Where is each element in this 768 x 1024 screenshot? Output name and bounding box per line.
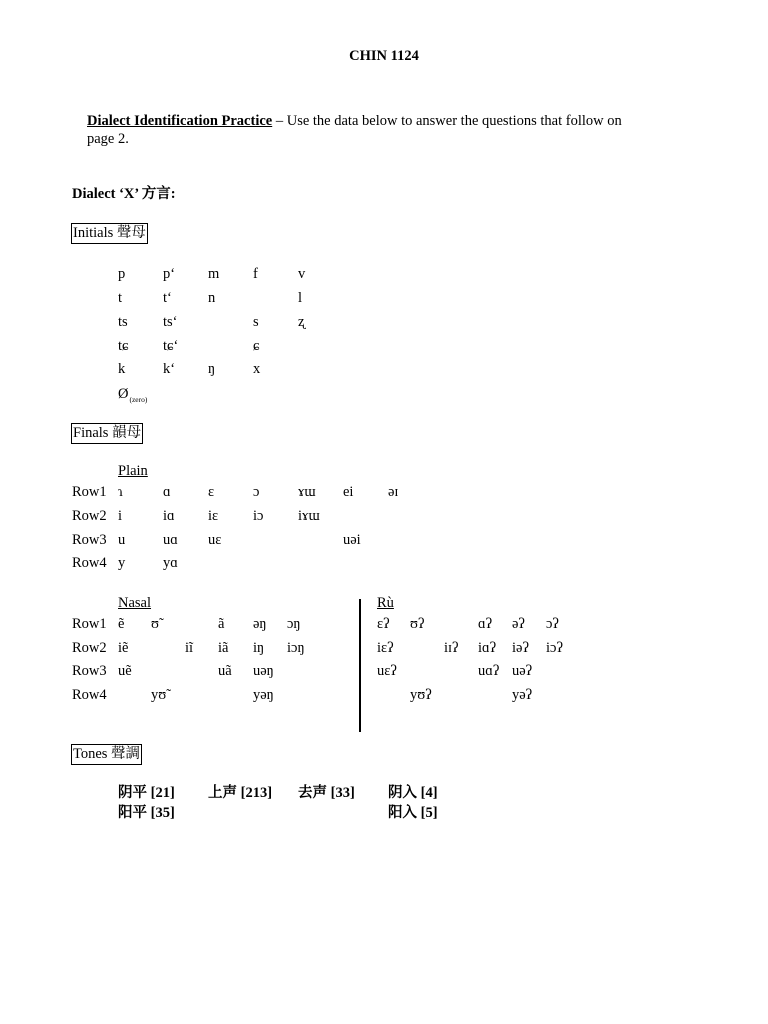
nasal-final: uã — [218, 663, 232, 679]
plain-heading: Plain — [118, 463, 148, 479]
intro-title: Dialect Identification Practice — [87, 113, 273, 129]
ru-final: ɑʔ — [478, 616, 493, 632]
ru-final: iɑʔ — [478, 640, 497, 656]
initial-consonant: m — [208, 266, 220, 282]
initial-consonant: ʐ — [298, 314, 305, 330]
plain-final: uəi — [343, 532, 361, 548]
ru-final: iəʔ — [512, 640, 529, 656]
initial-consonant: ts — [118, 314, 128, 330]
initial-consonant: t — [118, 290, 123, 306]
tone-entry: 阴入 [4] — [388, 785, 438, 801]
row-label: Row4 — [72, 555, 107, 571]
nasal-final: yʊ̃ — [151, 687, 167, 703]
initial-consonant: tsʻ — [163, 314, 178, 330]
initial-consonant: s — [253, 314, 259, 330]
plain-final: ɛ — [208, 484, 215, 500]
nasal-final: iɔŋ — [287, 640, 305, 656]
plain-final: ɔ — [253, 484, 260, 500]
initial-consonant: tɕʻ — [163, 338, 179, 354]
ru-final: ɛʔ — [377, 616, 390, 632]
initial-consonant: f — [253, 266, 258, 282]
nasal-final: uəŋ — [253, 663, 274, 679]
ru-final: iɪʔ — [444, 640, 459, 656]
ru-final: iɔʔ — [546, 640, 563, 656]
plain-final: ei — [343, 484, 354, 500]
initial-consonant: ɕ — [253, 338, 260, 354]
ru-final: yʊʔ — [410, 687, 432, 703]
nasal-final: əŋ — [253, 616, 267, 632]
tone-entry: 阴平 [21] — [118, 785, 175, 801]
initial-consonant: x — [253, 361, 261, 377]
row-label: Row2 — [72, 508, 107, 524]
plain-final: i — [118, 508, 123, 524]
tone-entry: 阳平 [35] — [118, 805, 175, 821]
plain-final: iɔ — [253, 508, 264, 524]
page-title: CHIN 1124 — [349, 48, 419, 64]
plain-final: yɑ — [163, 555, 178, 571]
nasal-final: ɔŋ — [287, 616, 301, 632]
ru-final: uɛʔ — [377, 663, 397, 679]
row-label: Row1 — [72, 484, 107, 500]
initial-consonant: k — [118, 361, 126, 377]
plain-final: y — [118, 555, 126, 571]
dialect-heading: Dialect ‘X’ 方言: — [72, 186, 176, 202]
nasal-final: iŋ — [253, 640, 265, 656]
finals-label: Finals 韻母 — [71, 423, 143, 444]
ru-final: ɔʔ — [546, 616, 559, 632]
nasal-final: iẽ — [118, 640, 129, 656]
initial-consonant: ŋ — [208, 361, 216, 377]
tone-entry: 去声 [33] — [298, 785, 355, 801]
ru-final: uɑʔ — [478, 663, 500, 679]
nasal-final: iĩ — [185, 640, 194, 656]
zero-initial-note: (zero) — [129, 395, 148, 404]
nasal-final: iã — [218, 640, 229, 656]
plain-final: ɑ — [163, 484, 171, 500]
intro-line — [87, 112, 622, 130]
ru-final: iɛʔ — [377, 640, 394, 656]
nasal-final: ã — [218, 616, 225, 632]
tone-entry: 上声 [213] — [208, 785, 273, 801]
initial-consonant: pʻ — [163, 266, 176, 282]
ru-final: ʊʔ — [410, 616, 425, 632]
ru-heading: Rù — [377, 595, 394, 611]
zero-initial — [118, 385, 147, 405]
initial-consonant: tɕ — [118, 338, 129, 354]
plain-final: ɿ — [118, 484, 123, 500]
ru-final: uəʔ — [512, 663, 533, 679]
initial-consonant: kʻ — [163, 361, 176, 377]
tones-label: Tones 聲調 — [71, 744, 142, 765]
initial-consonant: p — [118, 266, 126, 282]
plain-final: ɤɯ — [298, 484, 316, 500]
intro-text: – Use the data below to answer the questions that follow on — [272, 113, 622, 129]
plain-final: u — [118, 532, 126, 548]
initials-label: Initials 聲母 — [71, 223, 148, 244]
nasal-final: yəŋ — [253, 687, 274, 703]
initial-consonant: l — [298, 290, 303, 306]
row-label: Row3 — [72, 663, 107, 679]
ru-final: yəʔ — [512, 687, 533, 703]
plain-final: uɛ — [208, 532, 222, 548]
nasal-ru-divider — [359, 599, 361, 732]
plain-final: iɤɯ — [298, 508, 320, 524]
nasal-heading: Nasal — [118, 595, 152, 611]
nasal-final: ẽ — [118, 616, 125, 632]
row-label: Row1 — [72, 616, 107, 632]
initial-consonant: v — [298, 266, 306, 282]
plain-final: iɑ — [163, 508, 175, 524]
initial-consonant: n — [208, 290, 216, 306]
intro-text-continued: page 2. — [87, 131, 129, 147]
nasal-final: uẽ — [118, 663, 132, 679]
nasal-final: ʊ̃ — [151, 616, 159, 632]
plain-final: əɪ — [388, 484, 399, 500]
plain-final: uɑ — [163, 532, 178, 548]
ru-final: əʔ — [512, 616, 525, 632]
zero-initial-symbol: Ø — [118, 386, 129, 402]
row-label: Row2 — [72, 640, 107, 656]
row-label: Row3 — [72, 532, 107, 548]
plain-final: iɛ — [208, 508, 219, 524]
tone-entry: 阳入 [5] — [388, 805, 438, 821]
initial-consonant: tʻ — [163, 290, 172, 306]
row-label: Row4 — [72, 687, 107, 703]
